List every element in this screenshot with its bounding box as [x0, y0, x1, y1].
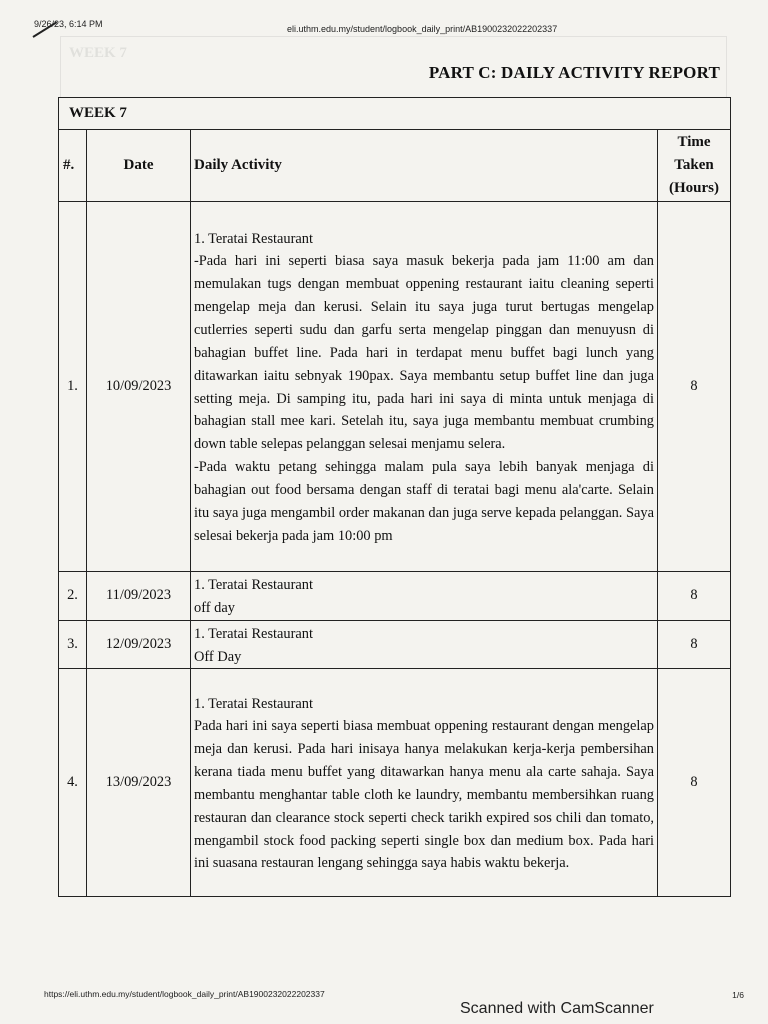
col-header-time-line1: Time — [677, 134, 711, 150]
scanner-watermark: Scanned with CamScanner — [460, 1000, 654, 1017]
row-activity — [191, 572, 658, 621]
activity-paragraph: -Pada waktu petang sehingga malam pula saya lebih banyak menjaga di bahagian out food bersama dengan staff di teratai bagi menu ala'carte. Selain itu saya juga mengambil order makanan dan juga serve kepada pelanggan. Saya selesai bekerja pada jam 10:00 pm — [194, 459, 654, 544]
row-activity — [191, 669, 658, 897]
col-header-activity: Daily Activity — [191, 130, 658, 202]
activity-place: 1. Teratai Restaurant — [194, 695, 314, 712]
row-date: 13/09/2023 — [87, 669, 191, 897]
page-number: 1/6 — [732, 990, 744, 1000]
print-datetime: 9/26/23, 6:14 PM — [34, 19, 103, 29]
activity-paragraph: -Pada hari ini seperti biasa saya masuk bekerja pada jam 11:00 am dan memulakan tugs dengan membuat oppening restaurant iaitu cleaning seperti mengelap meja dan kerusi. Selain itu saya juga turut bertugas mengelap cutlerries seperti sudu dan garfu serta mengelap pinggan dan menuyusn di bahagian buffet line. Pada hari in terdapat menu buffet bagi lunch yang ditawarkan iaitu sebnyak 190pax. Saya membantu setup buffet line dan juga setting meja. Di samping itu, pada hari ini saya di minta untuk menjaga di bahagian stall mee kari. Setelah itu, saya juga membantu membuat crumbing down table selepas pelanggan selesai menjamu selera. — [194, 253, 654, 453]
row-date: 11/09/2023 — [87, 572, 191, 621]
row-num: 4. — [59, 669, 87, 897]
week-label: WEEK 7 — [59, 98, 731, 130]
col-header-date: Date — [87, 130, 191, 202]
row-hours: 8 — [658, 669, 731, 897]
row-activity — [191, 202, 658, 572]
row-activity — [191, 620, 658, 669]
table-row — [59, 620, 731, 669]
col-header-time-line3: (Hours) — [669, 180, 719, 196]
table-row — [59, 669, 731, 897]
row-num: 1. — [59, 202, 87, 572]
row-hours: 8 — [658, 572, 731, 621]
show-through-ghost: WEEK 7 — [60, 36, 727, 98]
footer-url: https://eli.uthm.edu.my/student/logbook_daily_print/AB1900232022202337 — [44, 989, 325, 999]
activity-paragraph: Off Day — [194, 648, 242, 665]
row-date: 10/09/2023 — [87, 202, 191, 572]
activity-place: 1. Teratai Restaurant — [194, 577, 314, 593]
table-row — [59, 202, 731, 572]
row-date: 12/09/2023 — [87, 620, 191, 669]
week-row — [59, 98, 731, 130]
col-header-num: #. — [59, 130, 87, 202]
activity-paragraph: Pada hari ini saya seperti biasa membuat oppening restaurant dengan mengelap meja dan kerusi. Pada hari inisaya hanya melakukan kerja-kerja pembersihan kerana tiada menu buffet yang ditawarkan hanya menu ala carte sahaja. Saya membantu menghantar table cloth ke laundry, membantu membersihkan ruang restauran dan clearance stock seperti check tarikh expired sos chili dan tomato, mengambil stock food packing seperti single box dan medium box. Pada hari ini suasana restauran lengang sehingga saya habis waktu bekerja. — [194, 718, 654, 872]
daily-activity-table — [58, 97, 731, 897]
row-hours: 8 — [658, 620, 731, 669]
print-url: eli.uthm.edu.my/student/logbook_daily_print/AB1900232022202337 — [287, 24, 558, 34]
activity-place: 1. Teratai Restaurant — [194, 230, 314, 247]
row-num: 2. — [59, 572, 87, 621]
table-row — [59, 572, 731, 621]
page-title: PART C: DAILY ACTIVITY REPORT — [428, 63, 720, 82]
activity-paragraph: off day — [194, 599, 235, 616]
col-header-time — [658, 130, 731, 202]
row-num: 3. — [59, 620, 87, 669]
col-header-time-line2: Taken — [674, 157, 714, 173]
activity-place: 1. Teratai Restaurant — [194, 625, 314, 642]
table-header-row — [59, 130, 731, 202]
row-hours: 8 — [658, 202, 731, 572]
